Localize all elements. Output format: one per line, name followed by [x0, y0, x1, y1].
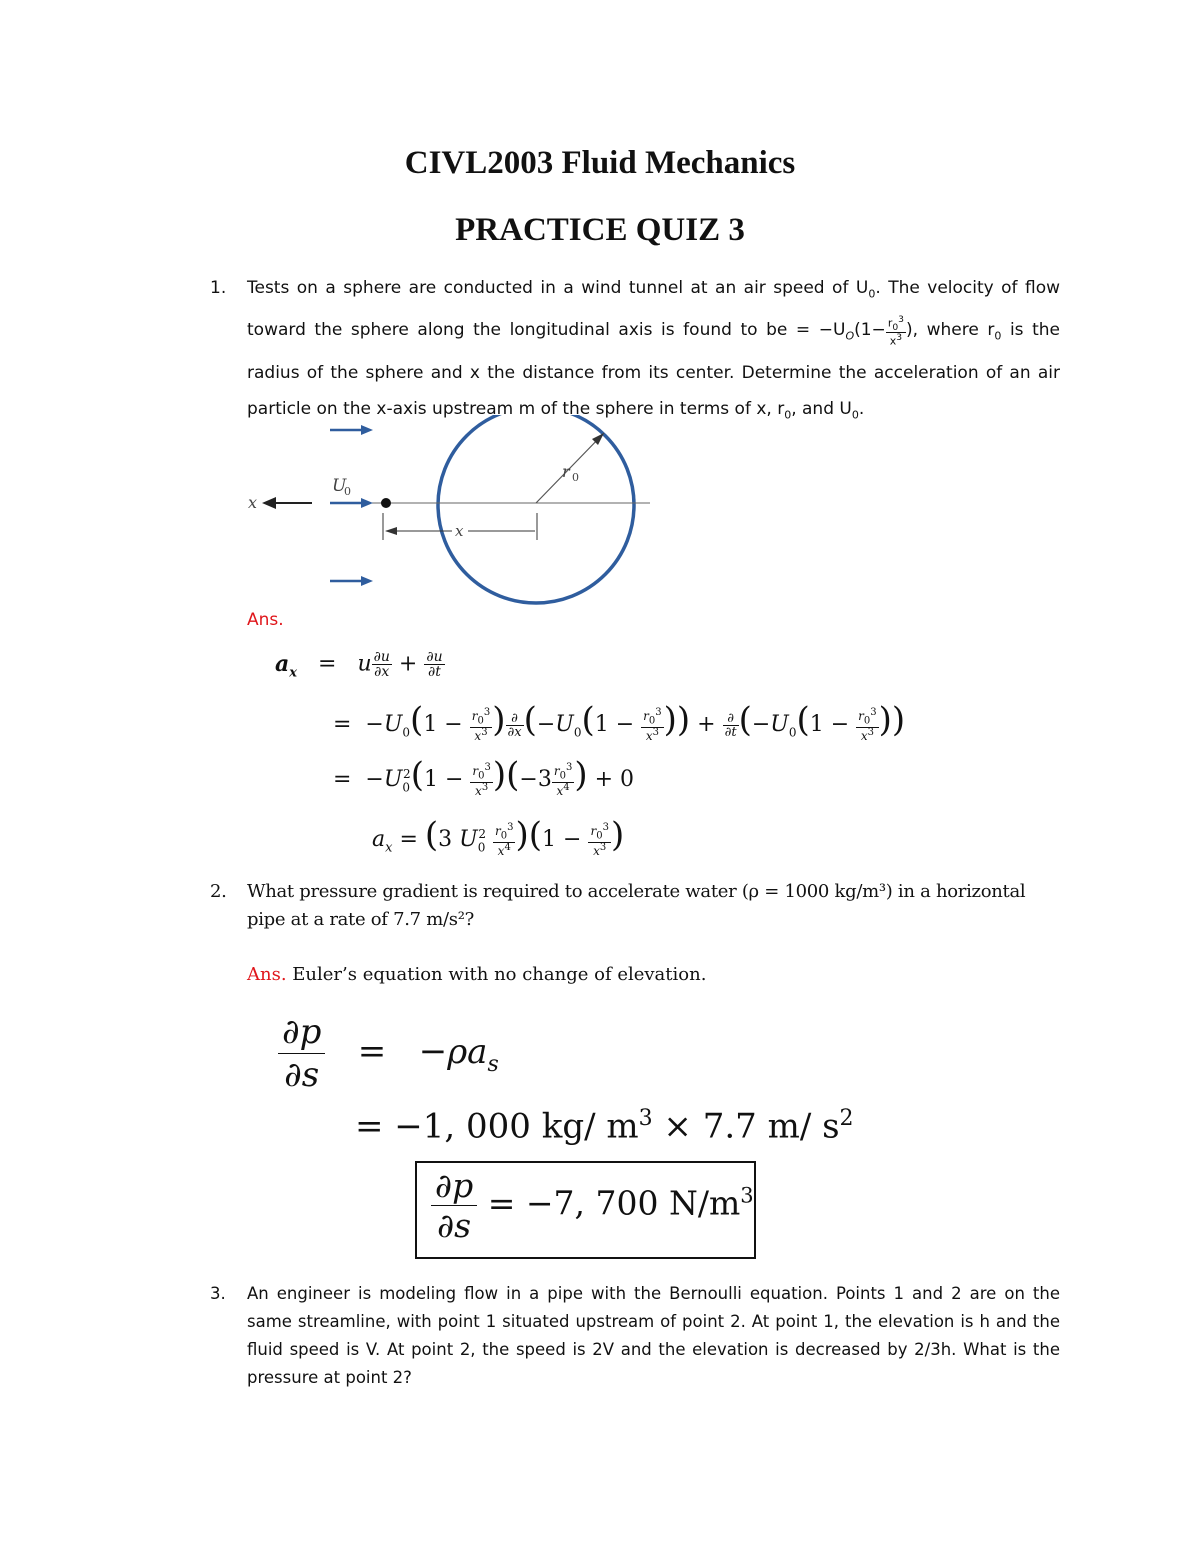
question-2-number: 2.: [210, 881, 227, 902]
q1-eq-line2: = $-U_0(1$ − $\frac{r_0^3}{x^3}$ ) $\frac{\partial}{\partial x}$ ($-U_0(1$ − $\frac{r_0^3}{x^3}$ )) + $\frac{\partial}{\partial t}$ ($-U_0(1$ − $\frac{r_0^3}{x^3}$ )): [333, 700, 906, 743]
q2-eq-line1: $\frac{\partial p}{\partial s}$ = $-\rho a_s$: [278, 1015, 499, 1092]
quiz-title: PRACTICE QUIZ 3: [455, 212, 745, 248]
question-3-number: 3.: [210, 1284, 226, 1303]
q2-eq-line2: = −1, 000 kg/ $m^3 \times 7.7$ m/ $s^2$: [355, 1106, 854, 1147]
question-1-text: Tests on a sphere are conducted in a wind tunnel at an air speed of $U_0$. The velocity of flow toward the sphere along the longitudinal axis is found to be = $-U_O(1-$ $\frac{r_0^3}{x^3}$ ), where $r_0$ is the radius of the sphere and x the distance from its center. Determine the acceleration of an air particle on the x-axis upstream m of the sphere in terms of x, $r_0$, and $U_0$.: [247, 278, 1061, 422]
q1-answer-label: Ans.: [247, 610, 284, 630]
q2-answer: [247, 964, 706, 985]
question-2: [210, 878, 1060, 934]
q1-eq-line1: $a_x = u$ $\frac{\partial u}{\partial x}$ + $\frac{\partial u}{\partial t}$: [275, 649, 443, 680]
question-3-text: An engineer is modeling flow in a pipe with the Bernoulli equation. Points 1 and 2 are on the same streamline, with point 1 situated upstream of point 2. At point 1, the elevation is h and the fluid speed is V. At point 2, the speed is 2V and the elevation is decreased by 2/3h. What is the pressure at point 2?: [247, 1284, 1060, 1387]
x-axis-label: x: [248, 493, 258, 512]
svg-text:0: 0: [344, 485, 351, 498]
q2-eq-result: $\frac{\partial p}{\partial s}$ = −7, 700 $N/m^3$: [431, 1169, 754, 1242]
course-title: CIVL2003 Fluid Mechanics: [404, 145, 796, 181]
question-1: [210, 270, 1060, 433]
sphere-figure: [230, 415, 670, 615]
q1-eq-line3: = $-U_0^2(1$ − $\frac{r_0^3}{x^3}$ )(−3 $\frac{r_0^3}{x^4}$ ) + 0: [333, 755, 635, 798]
q2-answer-text: Euler’s equation with no change of elevation.: [286, 964, 707, 985]
svg-text:0: 0: [572, 471, 579, 484]
question-2-text: What pressure gradient is required to accelerate water (ρ = 1000 kg/m³) in a horizontal pipe at a rate of 7.7 m/s²?: [247, 881, 1026, 930]
flow-arrow-mid: [361, 498, 373, 508]
sphere-circle: [438, 415, 634, 603]
q2-answer-label: Ans.: [247, 964, 287, 985]
flow-arrow-top: [361, 425, 373, 435]
question-3: [210, 1280, 1060, 1392]
x-distance-label: x: [455, 522, 464, 540]
u0-label: U: [332, 476, 347, 496]
q2-result-box: [415, 1161, 756, 1259]
radius-line: [536, 433, 604, 503]
r0-label: r: [562, 462, 570, 481]
flow-arrow-bottom: [361, 576, 373, 586]
question-1-number: 1.: [210, 278, 227, 298]
particle-point: [381, 498, 391, 508]
q1-eq-result: $a_x = (3$ $U_0^2$ $\frac{r_0^3}{x^4}$ )(1 − $\frac{r_0^3}{x^3}$ ): [372, 815, 625, 858]
x-axis-arrowhead: [262, 497, 276, 509]
